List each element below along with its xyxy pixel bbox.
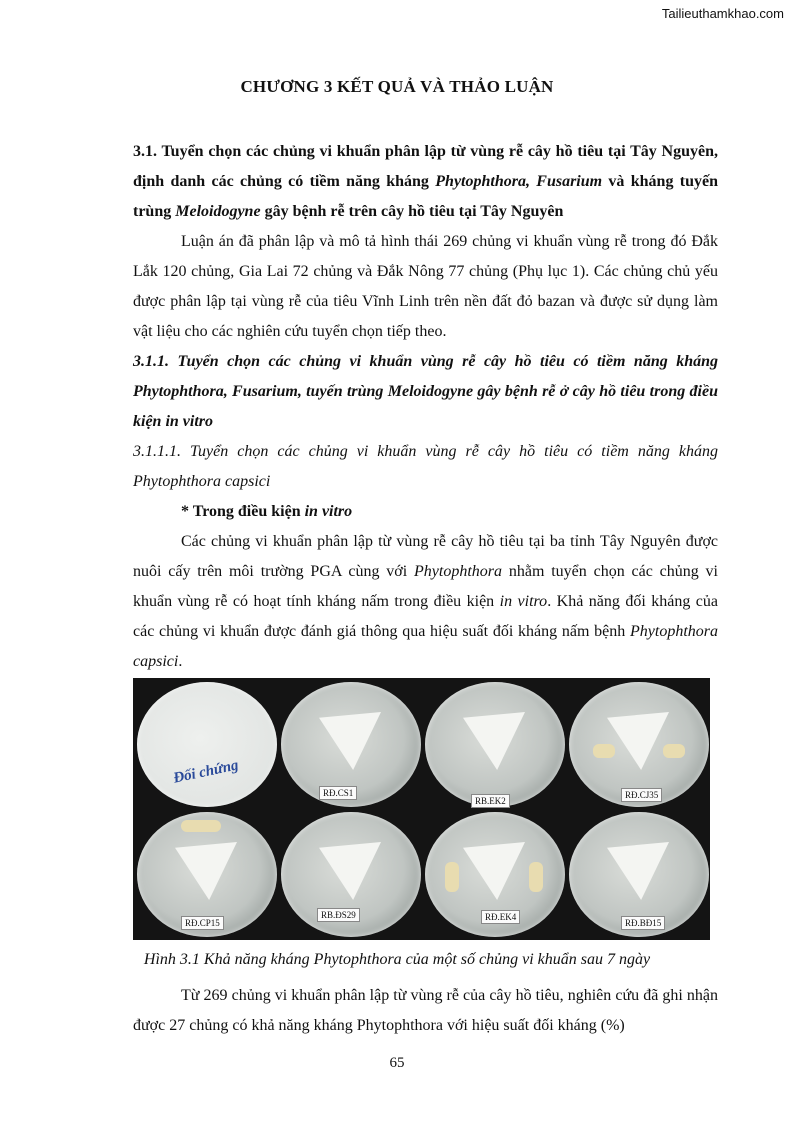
text: . Khả năng đối kháng của các chủng vi khuẩn được đánh giá thông qua hiệu suất đối kháng nấm bệnh (133, 593, 718, 640)
plate-label: RĐ.CJ35 (621, 788, 662, 802)
plate-label: RĐ.CP15 (181, 916, 224, 930)
petri-dish-control (137, 682, 277, 807)
fungal-colony (175, 842, 237, 900)
sub-heading-italic: in vitro (304, 503, 353, 520)
plate-label: RĐ.CS1 (319, 786, 357, 800)
petri-dish (137, 812, 277, 937)
fungal-colony (463, 842, 525, 900)
petri-dish (425, 682, 565, 807)
heading-italic: Meloidogyne (175, 203, 261, 220)
text: nhằm tuyển chọn các chủng vi khuẩn vùng rễ có hoạt tính kháng nấm trong điều kiện (133, 563, 719, 610)
section-heading-3-1-1: 3.1.1. Tuyển chọn các chủng vi khuẩn vùng rễ cây hồ tiêu có tiềm năng kháng Phytophthora, Fusarium, tuyến trùng Meloidogyne gây bệnh rễ ở cây hồ tiêu trong điều kiện in vitro (133, 353, 718, 430)
petri-dish (425, 812, 565, 937)
fungal-colony (319, 712, 381, 770)
plate-label: RĐ.EK4 (481, 910, 520, 924)
control-handwritten-label: Đối chứng (171, 757, 240, 787)
heading-text: 3.1. Tuyển chọn các chủng vi khuẩn phân lập từ vùng rễ cây hồ tiêu tại Tây Nguyên, định danh các chủng có tiềm năng kháng (133, 143, 718, 190)
fungal-colony (607, 712, 669, 770)
figure-caption: Hình 3.1 Khả năng kháng Phytophthora của một số chủng vi khuẩn sau 7 ngày (143, 951, 651, 968)
fungal-colony (319, 842, 381, 900)
page-body-continued (133, 981, 718, 1041)
paragraph-results: Từ 269 chủng vi khuẩn phân lập từ vùng rễ của cây hồ tiêu, nghiên cứu đã ghi nhận được 27 chủng có khả năng kháng Phytophthora với hiệu suất đối kháng (%) (133, 987, 718, 1034)
bacterial-streak (593, 744, 615, 758)
petri-dish (569, 812, 709, 937)
italic-text: Phytophthora capsici (133, 623, 718, 670)
section-heading-3-1-1-1: 3.1.1.1. Tuyển chọn các chủng vi khuẩn vùng rễ cây hồ tiêu có tiềm năng kháng Phytophthora capsici (133, 443, 718, 490)
petri-dish (281, 682, 421, 807)
italic-text: in vitro (499, 593, 548, 610)
plate-label: RB.EK2 (471, 794, 510, 808)
petri-dish (281, 812, 421, 937)
italic-text: Phytophthora (414, 563, 503, 580)
plate-label: RB.ĐS29 (317, 908, 360, 922)
bacterial-streak (181, 820, 221, 832)
petri-dish (569, 682, 709, 807)
heading-text: gây bệnh rễ trên cây hồ tiêu tại Tây Nguyên (260, 203, 564, 220)
fungal-colony (463, 712, 525, 770)
heading-italic: Phytophthora, Fusarium (435, 173, 603, 190)
page-number: 65 (389, 1055, 405, 1071)
fungal-colony (607, 842, 669, 900)
petri-dish-figure (133, 678, 710, 940)
bacterial-streak (445, 862, 459, 892)
heading-text: và kháng tuyến trùng (133, 173, 718, 220)
sub-heading-in-vitro (133, 497, 718, 527)
text: Các chủng vi khuẩn phân lập từ vùng rễ cây hồ tiêu tại ba tỉnh Tây Nguyên được nuôi cấy trên môi trường PGA cùng với (133, 533, 718, 580)
sub-heading-text: * Trong điều kiện (181, 503, 305, 520)
watermark: Tailieuthamkhao.com (661, 6, 784, 21)
paragraph-intro: Luận án đã phân lập và mô tả hình thái 269 chủng vi khuẩn vùng rễ trong đó Đắk Lắk 120 chủng, Gia Lai 72 chủng và Đắk Nông 77 chủng (Phụ lục 1). Các chủng chủ yếu được phân lập tại vùng rễ của tiêu Vĩnh Linh trên nền đất đỏ bazan và được sử dụng làm vật liệu cho các nghiên cứu tuyển chọn tiếp theo. (133, 233, 718, 340)
section-heading-3-1 (133, 137, 718, 227)
bacterial-streak (529, 862, 543, 892)
paragraph-method (133, 527, 718, 677)
text: . (178, 653, 183, 670)
page-body (133, 137, 718, 677)
plate-label: RĐ.BĐ15 (621, 916, 665, 930)
chapter-title: CHƯƠNG 3 KẾT QUẢ VÀ THẢO LUẬN (240, 77, 554, 96)
bacterial-streak (663, 744, 685, 758)
